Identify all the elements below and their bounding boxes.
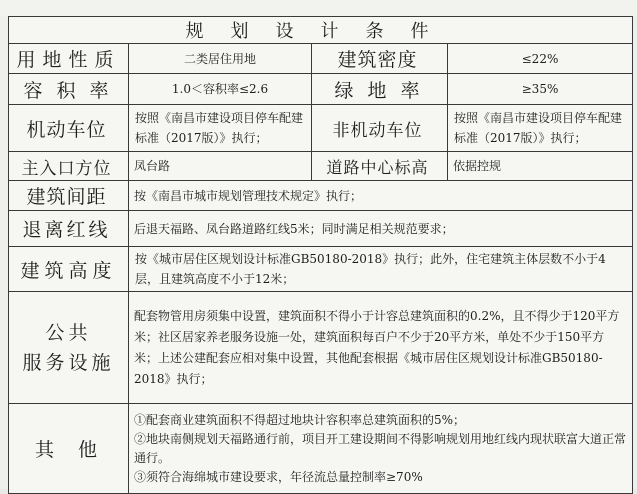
density-value: ≤22%	[448, 44, 633, 74]
setback-label: 退离红线	[9, 211, 129, 247]
setback-value: 后退天福路、凤台路道路红线5米；同时满足相关规范要求；	[129, 211, 633, 247]
other-label: 其他	[9, 404, 129, 494]
list-item: ①配套商业建筑面积不得超过地块计容积率总建筑面积的5%；	[134, 412, 466, 427]
non-motor-parking-label: 非机动车位	[312, 105, 448, 152]
public-facilities-label	[9, 292, 129, 404]
building-spacing-value: 按《南昌市城市规划管理技术规定》执行；	[129, 181, 633, 211]
entrance-value: 凤台路	[129, 152, 312, 181]
building-spacing-label: 建筑间距	[9, 181, 129, 211]
public-facilities-label-line1: 公共	[45, 321, 92, 344]
other-conditions-list	[129, 404, 633, 494]
planning-conditions-table	[8, 16, 633, 494]
list-item: ③须符合海绵城市建设要求，年径流总量控制率≥70%	[134, 469, 423, 484]
public-facilities-label-line2: 服务设施	[22, 351, 115, 374]
road-center-elevation-label: 道路中心标高	[312, 152, 448, 181]
title-row	[9, 17, 633, 44]
table-row	[9, 211, 633, 247]
far-value: 1.0＜容积率≤2.6	[129, 74, 312, 105]
table-row	[9, 74, 633, 105]
table-row	[9, 44, 633, 74]
table-row	[9, 247, 633, 292]
page-top-margin	[0, 0, 637, 16]
table-row	[9, 105, 633, 152]
public-facilities-value: 配套物管用房须集中设置，建筑面积不得小于计容总建筑面积的0.2%，且不得少于120平方米；社区居家养老服务设施一处，建筑面积每百户不少于20平方米，单处不少于150平方米；上述公建配套应相对集中设置，其他配套根据《城市居住区规划设计标准GB50180-2018》执行；	[129, 292, 633, 404]
building-height-value: 按《城市居住区规划设计标准GB50180-2018》执行；此外，住宅建筑主体层数不小于4层，且建筑高度不小于12米；	[129, 247, 633, 292]
land-use-value: 二类居住用地	[129, 44, 312, 74]
parking-value: 按照《南昌市建设项目停车配建标准（2017版）》执行；	[129, 105, 312, 152]
road-center-elevation-value: 依据控规	[448, 152, 633, 181]
table-row	[9, 152, 633, 181]
list-item: ②地块南侧规划天福路通行前，项目开工建设期间不得影响规划用地红线内现状联富大道正常通行。	[134, 431, 627, 465]
far-label: 容积率	[9, 74, 129, 105]
table-row	[9, 404, 633, 494]
parking-label: 机动车位	[9, 105, 129, 152]
land-use-label: 用地性质	[9, 44, 129, 74]
entrance-label: 主入口方位	[9, 152, 129, 181]
table-row	[9, 292, 633, 404]
green-ratio-label: 绿地率	[312, 74, 448, 105]
non-motor-parking-value: 按照《南昌市建设项目停车配建标准（2017版）》执行；	[448, 105, 633, 152]
building-height-label: 建筑高度	[9, 247, 129, 292]
table-row	[9, 181, 633, 211]
density-label: 建筑密度	[312, 44, 448, 74]
table-title: 规划设计条件	[9, 17, 633, 44]
green-ratio-value: ≥35%	[448, 74, 633, 105]
